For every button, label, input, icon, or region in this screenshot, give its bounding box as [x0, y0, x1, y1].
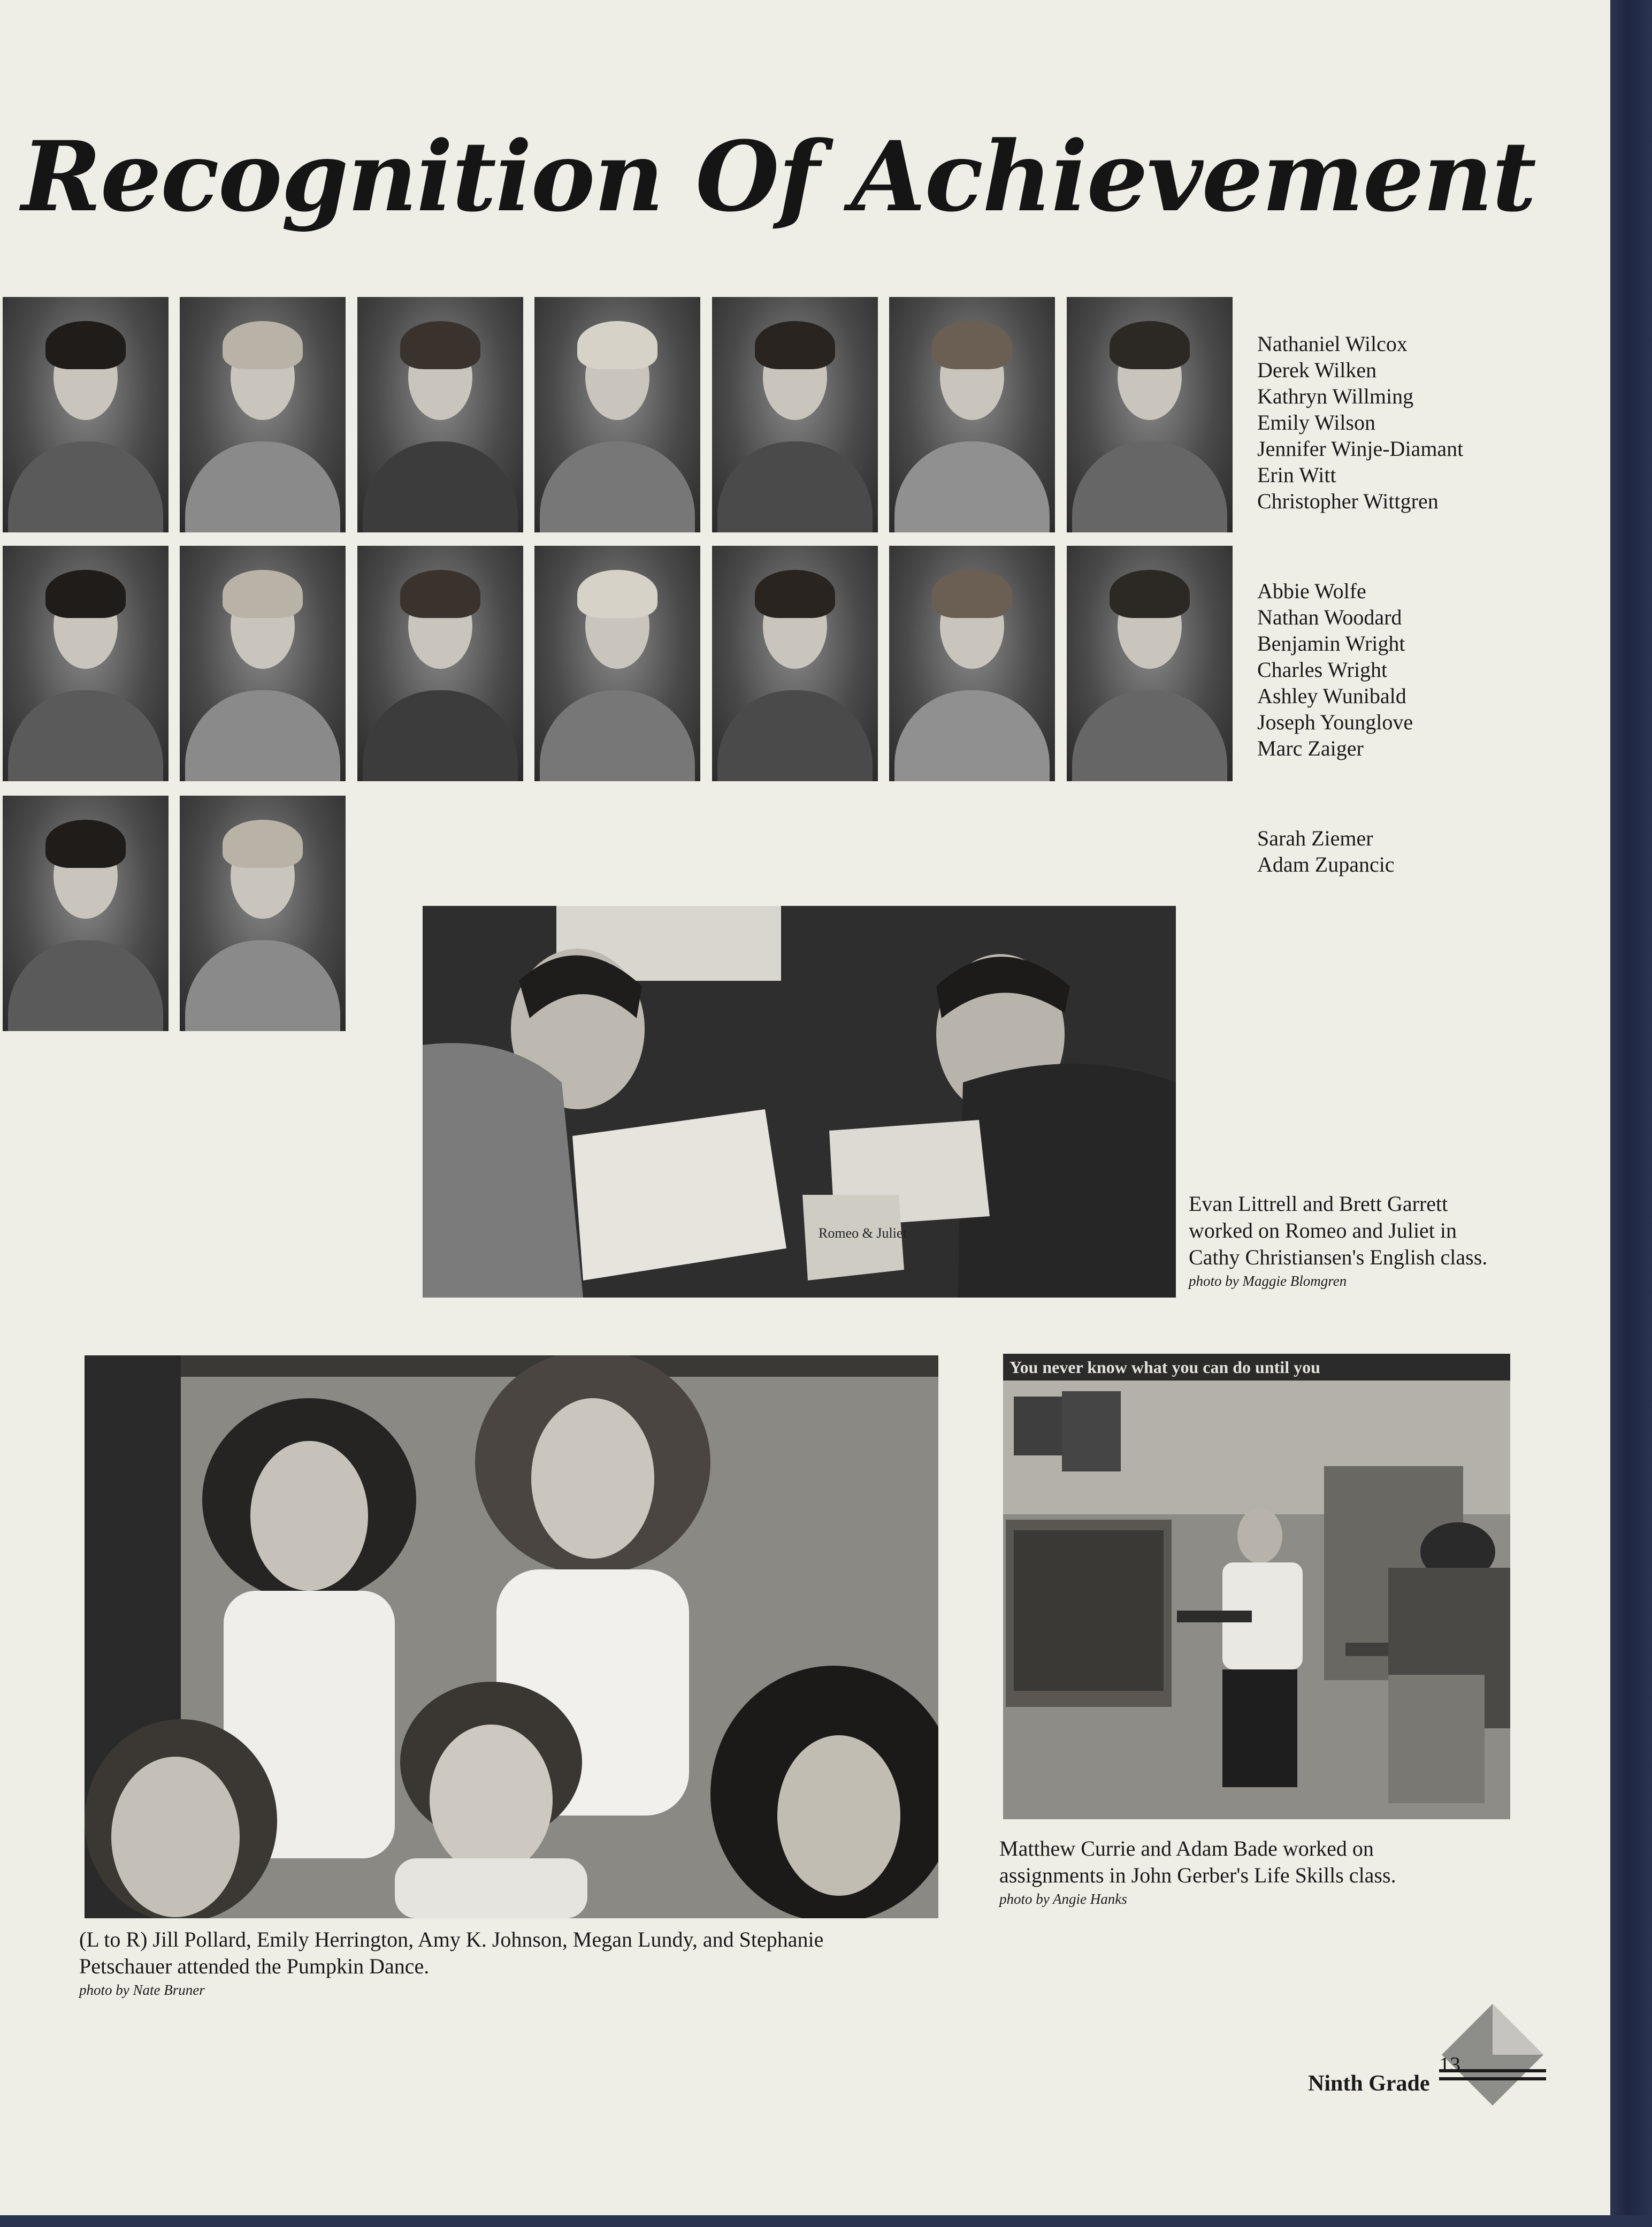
student-name: Abbie Wolfe: [1257, 579, 1366, 603]
student-name: Benjamin Wright: [1257, 631, 1405, 655]
portrait-shirt: [894, 441, 1050, 532]
student-name: Ashley Wunibald: [1257, 684, 1406, 708]
caption-line: Cathy Christiansen's English class.: [1189, 1245, 1488, 1269]
portrait-shirt: [1072, 690, 1227, 781]
portrait-hair: [577, 570, 657, 618]
portrait-shirt: [1072, 441, 1227, 532]
portrait-shirt: [717, 441, 873, 532]
student-portrait: [889, 546, 1055, 781]
student-portrait: [712, 546, 878, 781]
student-portrait: [357, 297, 523, 532]
student-name: Charles Wright: [1257, 658, 1388, 682]
photo-credit: photo by Angie Hanks: [999, 1891, 1127, 1907]
bottom-edge: [0, 2215, 1652, 2227]
portrait-hair: [755, 321, 835, 369]
portrait-shirt: [8, 940, 163, 1031]
photo-life-skills-class-image: [1003, 1354, 1510, 1819]
portrait-hair: [223, 570, 303, 618]
portrait-shirt: [185, 940, 340, 1031]
page-number: 13: [1439, 2053, 1460, 2077]
student-portrait: [3, 297, 169, 532]
photo-english-class-image: [423, 906, 1176, 1298]
portrait-shirt: [363, 441, 518, 532]
portrait-hair: [1110, 570, 1190, 618]
caption-line: (L to R) Jill Pollard, Emily Herrington, Amy K. Johnson, Megan Lundy, and Stephanie: [79, 1927, 824, 1951]
student-name: Nathan Woodard: [1257, 605, 1402, 629]
student-portrait: [3, 796, 169, 1031]
portrait-shirt: [185, 690, 340, 781]
caption-line: worked on Romeo and Juliet in: [1189, 1218, 1457, 1242]
name-list-row-2: [1257, 578, 1413, 761]
portrait-hair: [223, 820, 303, 868]
portrait-shirt: [363, 690, 518, 781]
portrait-hair: [932, 570, 1012, 618]
photo-pumpkin-dance: [85, 1355, 938, 1918]
student-portrait: [180, 796, 346, 1031]
student-name: Nathaniel Wilcox: [1257, 332, 1408, 356]
student-portrait: [712, 297, 878, 532]
student-portrait: [180, 546, 346, 781]
student-name: Marc Zaiger: [1257, 736, 1364, 760]
portrait-shirt: [8, 690, 163, 781]
binding-spine: [1610, 0, 1652, 2227]
photo-pumpkin-dance-image: [85, 1355, 938, 1918]
student-name: Erin Witt: [1257, 463, 1336, 487]
student-portrait: [534, 546, 700, 781]
student-portrait: [357, 546, 523, 781]
caption-line: Evan Littrell and Brett Garrett: [1189, 1192, 1448, 1216]
photo-credit: photo by Maggie Blomgren: [1189, 1273, 1347, 1289]
portrait-shirt: [540, 690, 695, 781]
portrait-hair: [755, 570, 835, 618]
portrait-hair: [45, 321, 126, 369]
caption-line: Petschauer attended the Pumpkin Dance.: [79, 1954, 430, 1978]
student-name: Christopher Wittgren: [1257, 489, 1439, 513]
photo-life-skills-class: [1003, 1354, 1510, 1819]
student-portrait: [3, 546, 169, 781]
portrait-hair: [223, 321, 303, 369]
portrait-shirt: [717, 690, 873, 781]
name-list-row-1: [1257, 331, 1463, 514]
student-name: Joseph Younglove: [1257, 710, 1413, 734]
student-portrait: [1067, 546, 1233, 781]
caption-pumpkin-dance: [79, 1926, 823, 2000]
student-name: Emily Wilson: [1257, 410, 1375, 434]
student-portrait: [889, 297, 1055, 532]
portrait-hair: [45, 570, 126, 618]
book-label: Romeo & Juliet: [819, 1225, 907, 1241]
student-name: Derek Wilken: [1257, 358, 1377, 382]
classroom-banner: You never know what you can do until you: [1009, 1357, 1320, 1377]
portrait-hair: [400, 570, 480, 618]
portrait-hair: [400, 321, 480, 369]
page-title: Recognition Of Achievement: [21, 120, 1536, 233]
portrait-hair: [45, 820, 126, 868]
student-portrait: [1067, 297, 1233, 532]
student-portrait: [180, 297, 346, 532]
caption-life-skills-class: [999, 1835, 1396, 1909]
portrait-shirt: [540, 441, 695, 532]
portrait-shirt: [894, 690, 1050, 781]
portrait-shirt: [8, 441, 163, 532]
student-name: Jennifer Winje-Diamant: [1257, 437, 1464, 461]
student-name: Adam Zupancic: [1257, 852, 1395, 876]
portrait-hair: [932, 321, 1012, 369]
student-name: Kathryn Willming: [1257, 384, 1414, 408]
portrait-shirt: [185, 441, 340, 532]
name-list-row-3: [1257, 825, 1395, 878]
caption-line: assignments in John Gerber's Life Skills class.: [999, 1863, 1396, 1887]
caption-english-class: [1189, 1191, 1487, 1291]
portrait-hair: [577, 321, 657, 369]
photo-credit: photo by Nate Bruner: [79, 1982, 205, 1998]
caption-line: Matthew Currie and Adam Bade worked on: [999, 1836, 1374, 1860]
student-name: Sarah Ziemer: [1257, 826, 1373, 850]
student-portrait: [534, 297, 700, 532]
portrait-hair: [1110, 321, 1190, 369]
section-label: Ninth Grade: [1308, 2071, 1430, 2096]
photo-english-class: [423, 906, 1176, 1298]
